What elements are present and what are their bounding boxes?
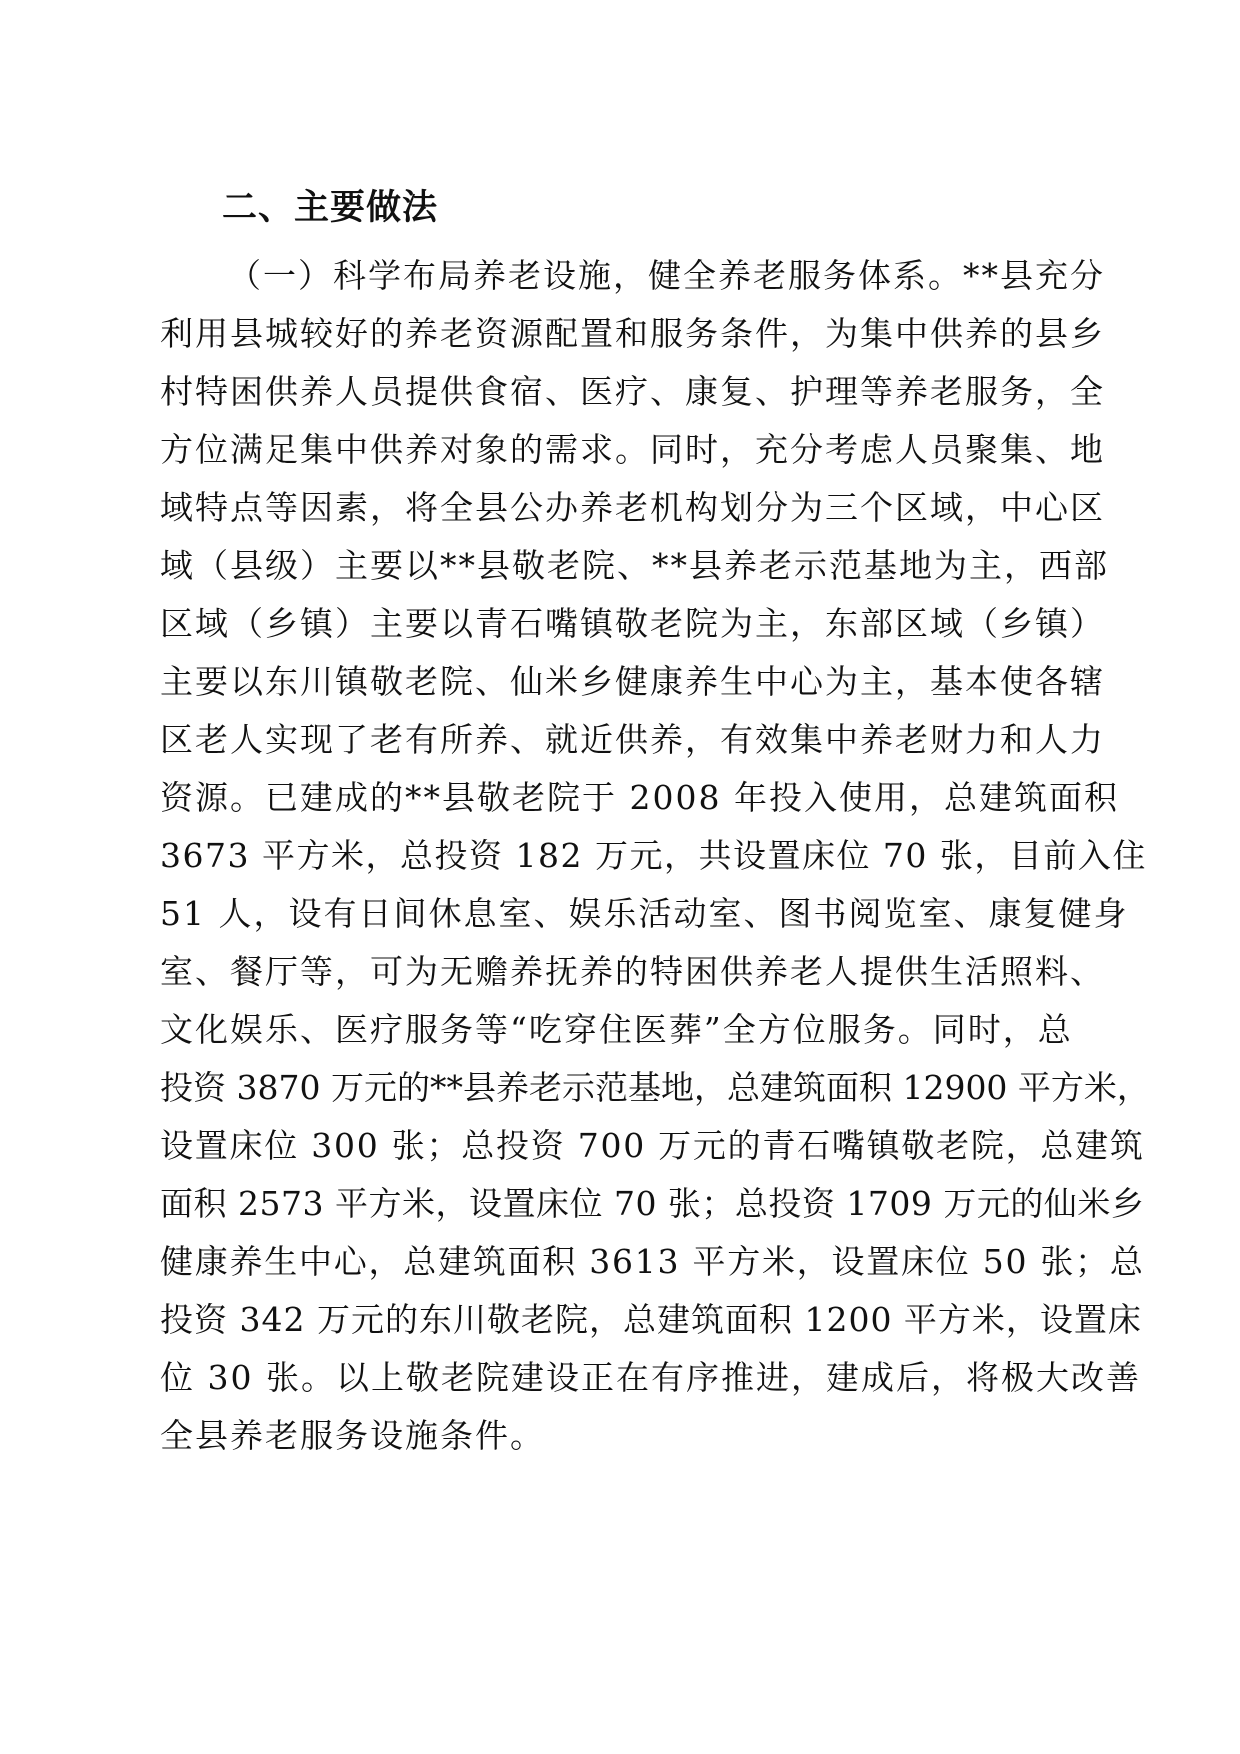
paragraph-line: 室、餐厅等，可为无赡养抚养的特困供养老人提供生活照料、	[160, 952, 1105, 991]
paragraph-line: 利用县城较好的养老资源配置和服务条件，为集中供养的县乡	[160, 314, 1105, 353]
paragraph-line: 方位满足集中供养对象的需求。同时，充分考虑人员聚集、地	[160, 430, 1105, 469]
paragraph-line: 文化娱乐、医疗服务等“吃穿住医葬”全方位服务。同时，总	[160, 1010, 1073, 1049]
paragraph-line: 51 人，设有日间休息室、娱乐活动室、图书阅览室、康复健身	[160, 894, 1129, 933]
paragraph-line: 投资 342 万元的东川敬老院，总建筑面积 1200 平方米，设置床	[160, 1300, 1142, 1339]
section-heading: 二、主要做法	[222, 188, 439, 228]
paragraph-line: 主要以东川镇敬老院、仙米乡健康养生中心为主，基本使各辖	[160, 662, 1105, 701]
paragraph-line: 设置床位 300 张；总投资 700 万元的青石嘴镇敬老院，总建筑	[160, 1126, 1145, 1165]
paragraph-line: 健康养生中心，总建筑面积 3613 平方米，设置床位 50 张；总	[160, 1242, 1145, 1281]
paragraph-line: 区老人实现了老有所养、就近供养，有效集中养老财力和人力	[160, 720, 1105, 759]
paragraph-line: 全县养老服务设施条件。	[160, 1416, 545, 1455]
paragraph-line: 区域（乡镇）主要以青石嘴镇敬老院为主，东部区域（乡镇）	[160, 604, 1105, 643]
paragraph-line: 村特困供养人员提供食宿、医疗、康复、护理等养老服务，全	[160, 372, 1105, 411]
paragraph-line: 域特点等因素，将全县公办养老机构划分为三个区域，中心区	[160, 488, 1105, 527]
paragraph-line: 3673 平方米，总投资 182 万元，共设置床位 70 张，目前入住	[160, 836, 1147, 875]
paragraph-line: 域（县级）主要以**县敬老院、**县养老示范基地为主，西部	[160, 546, 1109, 585]
paragraph-line: 投资 3870 万元的**县养老示范基地，总建筑面积 12900 平方米，	[160, 1068, 1150, 1107]
paragraph-line: 位 30 张。以上敬老院建设正在有序推进，建成后，将极大改善	[160, 1358, 1141, 1397]
paragraph-line: 面积 2573 平方米，设置床位 70 张；总投资 1709 万元的仙米乡	[160, 1184, 1145, 1223]
paragraph-line: （一）科学布局养老设施，健全养老服务体系。**县充分	[228, 256, 1105, 295]
paragraph-line: 资源。已建成的**县敬老院于 2008 年投入使用，总建筑面积	[160, 778, 1119, 817]
